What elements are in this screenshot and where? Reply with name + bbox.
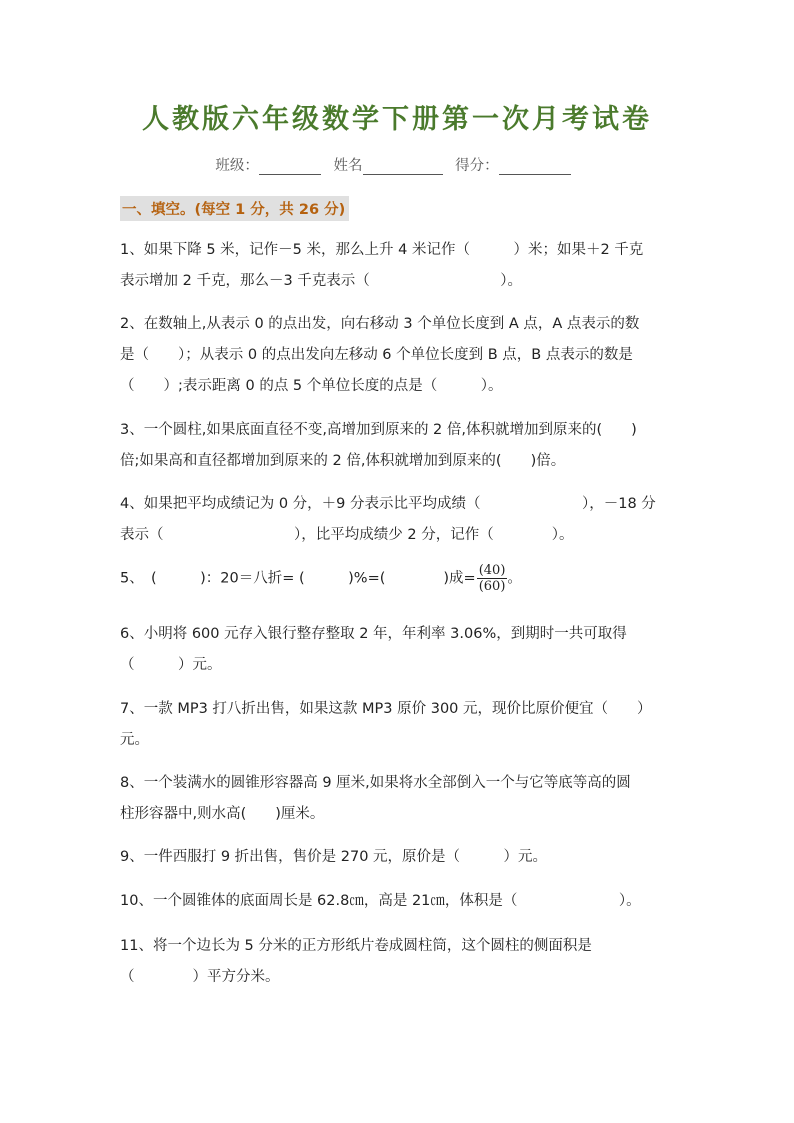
question-8 bbox=[120, 768, 680, 830]
question-line: 元。 bbox=[120, 732, 149, 748]
fraction-numerator: (40) bbox=[478, 563, 506, 578]
question-10 bbox=[120, 886, 680, 917]
question-5-text: 5、 ( )：20＝八折= ( )%=( )成= bbox=[120, 570, 476, 587]
score-label: 得分： bbox=[455, 158, 499, 174]
question-line: 8、一个装满水的圆锥形容器高 9 厘米,如果将水全部倒入一个与它等底等高的圆 bbox=[120, 775, 631, 791]
name-label: 姓名 bbox=[333, 158, 363, 174]
question-line: （ ）平方分米。 bbox=[120, 969, 280, 985]
question-9 bbox=[120, 842, 680, 873]
question-line: 10、一个圆锥体的底面周长是 62.8㎝，高是 21㎝，体积是（ ）。 bbox=[120, 893, 641, 909]
question-line: 3、一个圆柱,如果底面直径不变,高增加到原来的 2 倍,体积就增加到原来的( ) bbox=[120, 422, 637, 438]
question-2 bbox=[120, 309, 680, 402]
question-5 bbox=[120, 563, 680, 595]
question-5-end: 。 bbox=[507, 570, 522, 587]
question-3 bbox=[120, 415, 680, 477]
question-line: 倍;如果高和直径都增加到原来的 2 倍,体积就增加到原来的( )倍。 bbox=[120, 453, 566, 469]
question-line: （ ）元。 bbox=[120, 657, 222, 673]
question-1 bbox=[120, 235, 680, 297]
question-7 bbox=[120, 694, 680, 756]
fraction bbox=[477, 563, 508, 594]
question-6 bbox=[120, 619, 680, 681]
class-blank bbox=[259, 158, 321, 175]
question-line: 柱形容器中,则水高( )厘米。 bbox=[120, 806, 325, 822]
question-line: 4、如果把平均成绩记为 0 分，＋9 分表示比平均成绩（ ），－18 分 bbox=[120, 496, 656, 512]
question-line: 7、一款 MP3 打八折出售，如果这款 MP3 原价 300 元，现价比原价便宜（ ） bbox=[120, 701, 652, 717]
question-line: 表示（ ），比平均成绩少 2 分，记作（ ）。 bbox=[120, 527, 574, 543]
student-info-line bbox=[0, 154, 794, 175]
question-line: （ ）;表示距离 0 的点 5 个单位长度的点是（ ）。 bbox=[120, 378, 503, 394]
question-line: 9、一件西服打 9 折出售，售价是 270 元，原价是（ ）元。 bbox=[120, 849, 548, 865]
question-line: 表示增加 2 千克，那么－3 千克表示（ ）。 bbox=[120, 273, 523, 289]
fraction-denominator: (60) bbox=[478, 579, 506, 594]
name-blank bbox=[363, 158, 443, 175]
page-title: 人教版六年级数学下册第一次月考试卷 bbox=[142, 104, 652, 135]
section-heading-fill-in: 一、填空。(每空 1 分，共 26 分) bbox=[120, 196, 349, 221]
question-11 bbox=[120, 931, 680, 993]
question-line: 1、如果下降 5 米，记作－5 米，那么上升 4 米记作（ ）米；如果＋2 千克 bbox=[120, 242, 644, 258]
question-line: 11、将一个边长为 5 分米的正方形纸片卷成圆柱筒，这个圆柱的侧面积是 bbox=[120, 938, 592, 954]
score-blank bbox=[499, 158, 571, 175]
question-line: 是（ ）；从表示 0 的点出发向左移动 6 个单位长度到 B 点，B 点表示的数是 bbox=[120, 347, 633, 363]
question-line: 6、小明将 600 元存入银行整存整取 2 年，年利率 3.06%，到期时一共可取得 bbox=[120, 626, 627, 642]
class-label: 班级： bbox=[215, 158, 259, 174]
question-4 bbox=[120, 489, 680, 551]
question-line: 2、在数轴上,从表示 0 的点出发，向右移动 3 个单位长度到 A 点，A 点表示的数 bbox=[120, 316, 640, 332]
